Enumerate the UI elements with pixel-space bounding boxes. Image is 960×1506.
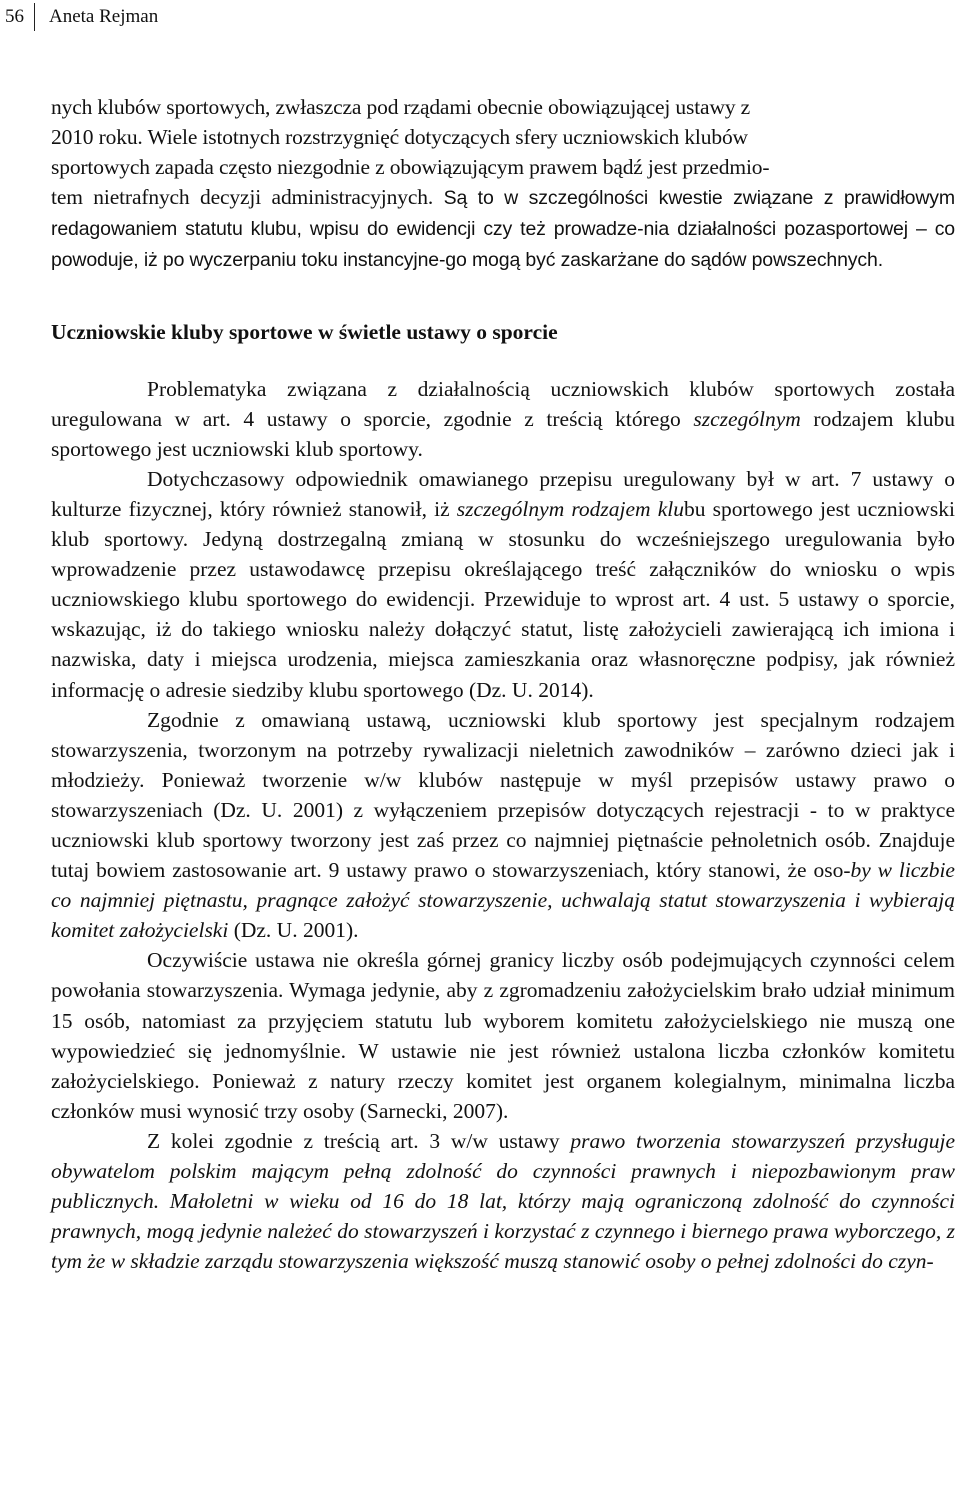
paragraph-italic-text: prawo tworzenia stowarzyszeń przysługuje obywatelom polskim mającym pełną zdolność do czynności prawnych i niepozbawionym praw publicznych. Małoletni w wieku od 16 do 18 lat, którzy mają ograniczoną zdolność do czynności prawnych, mogą jedynie należeć do stowarzyszeń i korzystać z czynnego i biernego prawa wyborczego, z tym że w składzie zarządu stowarzyszenia większość muszą stanowić osoby o pełnej zdolności do czyn- (51, 1128, 955, 1274)
intro-sans-text: Są to w szczególności kwestie związane z prawidłowym redagowaniem statutu klubu, wpisu do ewidencji czy też prowadze-nia działalności pozasportowej – co powoduje, iż po wyczerpaniu toku instancyjne-go mogą być zaskarżane do sądów powszechnych. (51, 187, 955, 272)
paragraph-text: Oczywiście ustawa nie określa górnej granicy liczby osób podejmujących czynności celem powołania stowarzyszenia. Wymaga jedynie, aby z zgromadzeniu założycielskim brało udział minimum 15 osób, natomiast za przyjęciem statutu lub wyborem komitetu założycielskiego nie muszą one wypowiedzieć się jednomyślnie. W ustawie nie jest również ustalona liczba członków komitetu założycielskiego. Ponieważ z natury rzeczy komitet jest organem kolegialnym, minimalna liczba członków musi wynosić trzy osoby (Sarnecki, 2007). (51, 948, 955, 1123)
paragraph-text: Z kolei zgodnie z treścią art. 3 w/w ustawy (147, 1128, 571, 1153)
paragraph-italic-text: szczególnym (693, 406, 801, 431)
paragraph-italic-text: by w liczbie co najmniej piętnastu, pragnące założyć stowarzyszenie, uchwalają statut stowarzyszenia i wybierają komitet założycielski (51, 858, 955, 943)
paragraph-3 (51, 705, 955, 946)
paragraph-text: Problematyka związana z działalnością uczniowskich klubów sportowych została uregulowana w art. 4 ustawy o sporcie, zgodnie z treścią którego (51, 376, 955, 431)
running-header-author: Aneta Rejman (49, 6, 159, 27)
running-header (0, 2, 158, 32)
paragraph-text: Zgodnie z omawianą ustawą, uczniowski klub sportowy jest specjalnym rodzajem stowarzyszenia, tworzonym na potrzeby rywalizacji nieletnich zawodników – zarówno dzieci jak i młodzieży. Ponieważ tworzenie w/w klubów następuje w myśl przepisów ustawy prawo o stowarzyszeniach (Dz. U. 2001) z wyłączeniem przepisów dotyczących rejestracji - to w praktyce uczniowski klub sportowy tworzony jest zaś przez co najmniej piętnaście pełnoletnich osób. Znajduje tutaj bowiem zastosowanie art. 9 ustawy prawo o stowarzyszeniach, który stanowi, że oso- (51, 707, 955, 883)
paragraph-italic-text: szczególnym rodzajem klu (456, 496, 684, 521)
section-heading: Uczniowskie kluby sportowe w świetle ustawy o sporcie (51, 319, 558, 344)
paragraph-1 (51, 374, 955, 464)
intro-line: tem nietrafnych decyzji administracyjnych. (51, 185, 434, 210)
page-number: 56 (5, 6, 24, 27)
paragraph-text: rodzajem klubu sportowego jest uczniowski klub sportowy. (51, 406, 955, 461)
paragraph-text: (Dz. U. 2001). (228, 918, 359, 943)
intro-paragraph (51, 92, 955, 276)
page-body (51, 92, 955, 1276)
paragraph-text: Dotychczasowy odpowiednik omawianego przepisu uregulowany był w art. 7 ustawy o kulturze fizycznej, który również stanowił, iż (51, 466, 955, 521)
paragraph-5 (51, 1126, 955, 1276)
intro-line: sportowych zapada często niezgodnie z obowiązującym prawem bądź jest przedmio- (51, 155, 770, 180)
intro-line: nych klubów sportowych, zwłaszcza pod rządami obecnie obowiązującej ustawy z (51, 95, 751, 119)
paragraph-4 (51, 945, 955, 1126)
paragraph-2 (51, 464, 955, 705)
intro-line: 2010 roku. Wiele istotnych rozstrzygnięć dotyczących sfery uczniowskich klubów (51, 125, 748, 150)
paragraph-text: bu sportowego jest uczniowski klub sportowy. Jedyną dostrzegalną zmianą w stosunku do wcześniejszego uregulowania było wprowadzenie przez ustawodawcę przepisu określającego treść załączników do wniosku o wpis uczniowskiego klubu sportowego do ewidencji. Przewiduje to wprost art. 4 ust. 5 ustawy o sporcie, wskazując, iż do takiego wniosku należy dołączyć statut, listę założycieli zawierającą ich imiona i nazwiska, daty i miejsca urodzenia, miejsca zamieszkania oraz własnoręczne podpisy, jak również informację o adresie siedziby klubu sportowego (Dz. U. 2014). (51, 496, 955, 702)
